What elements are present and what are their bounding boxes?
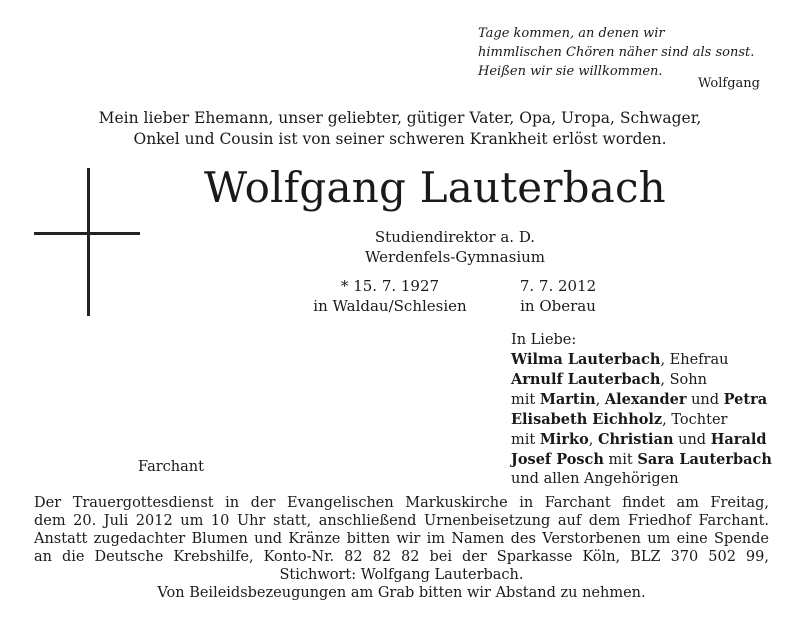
poem <box>478 24 768 81</box>
mourner-line <box>511 430 781 450</box>
birth-place: in Waldau/Schlesien <box>313 297 467 315</box>
death-info <box>498 276 618 316</box>
mourner-name: Petra <box>723 391 768 408</box>
notice-line: an die Deutsche Krebshilfe, Konto-Nr. 82 82 82 bei der Sparkasse Köln, BLZ 370 502 99, <box>34 549 769 565</box>
mourner-line <box>511 370 781 390</box>
mourner-name: Christian <box>597 431 674 448</box>
mourner-name: Harald <box>710 431 767 448</box>
service-notice <box>34 494 769 602</box>
mourner-name: Wilma Lauterbach <box>511 351 661 368</box>
notice-line: Stichwort: Wolfgang Lauterbach. <box>279 567 524 583</box>
deceased-name: Wolfgang Lauterbach <box>204 163 666 212</box>
intro-line: Onkel und Cousin ist von seiner schweren Krankheit erlöst worden. <box>133 130 667 148</box>
notice-line: dem 20. Juli 2012 um 10 Uhr statt, anschließend Urnenbeisetzung auf dem Friedhof Farchant. <box>34 513 769 529</box>
mourner-name: Alexander <box>604 391 687 408</box>
connector-text: mit <box>603 452 638 468</box>
notice-line: Der Trauergottesdienst in der Evangelischen Markuskirche in Farchant findet am Freitag, <box>34 495 769 511</box>
mourner-line: und allen Angehörigen <box>511 471 679 487</box>
connector-text: mit <box>511 392 540 408</box>
birth-date: * 15. 7. 1927 <box>340 277 440 295</box>
intro-text <box>40 108 760 150</box>
mourner-relation: , Tochter <box>662 412 728 428</box>
notice-line: Von Beileidsbezeugungen am Grab bitten wir Abstand zu nehmen. <box>157 585 646 601</box>
title-line: Werdenfels-Gymnasium <box>364 248 546 266</box>
connector-text: und <box>673 432 711 448</box>
deceased-title <box>300 227 610 267</box>
mourner-name: Mirko <box>539 431 589 448</box>
mourners-list <box>511 331 781 489</box>
mourner-line <box>511 450 781 470</box>
mourner-name: Martin <box>539 391 596 408</box>
mourner-relation: , Sohn <box>660 372 707 388</box>
title-line: Studiendirektor a. D. <box>374 228 536 246</box>
poem-author: Wolfgang <box>697 76 760 91</box>
connector-text: und <box>686 392 724 408</box>
mourner-line <box>511 350 781 370</box>
birth-info <box>300 276 480 316</box>
poem-line: Heißen wir sie willkommen. <box>478 64 663 79</box>
connector-text: , <box>588 432 598 448</box>
notice-line: Anstatt zugedachter Blumen und Kränze bitten wir im Namen des Verstorbenen um eine Spende <box>34 531 769 547</box>
cross-icon-horizontal <box>34 232 140 235</box>
connector-text: , <box>595 392 605 408</box>
place-name: Farchant <box>138 459 204 475</box>
poem-line: himmlischen Chören näher sind als sonst. <box>478 45 755 60</box>
mourner-name: Elisabeth Eichholz <box>511 411 663 428</box>
mourner-line <box>511 390 781 410</box>
death-place: in Oberau <box>520 297 596 315</box>
mourner-name: Josef Posch <box>511 451 604 468</box>
mourner-name: Sara Lauterbach <box>637 451 772 468</box>
mourner-name: Arnulf Lauterbach <box>511 371 661 388</box>
poem-line: Tage kommen, an denen wir <box>478 26 665 41</box>
death-date: 7. 7. 2012 <box>519 277 597 295</box>
connector-text: mit <box>511 432 540 448</box>
mourner-line <box>511 410 781 430</box>
mourner-relation: , Ehefrau <box>660 352 729 368</box>
mourners-heading: In Liebe: <box>511 332 577 348</box>
intro-line: Mein lieber Ehemann, unser geliebter, gütiger Vater, Opa, Uropa, Schwager, <box>98 109 702 127</box>
